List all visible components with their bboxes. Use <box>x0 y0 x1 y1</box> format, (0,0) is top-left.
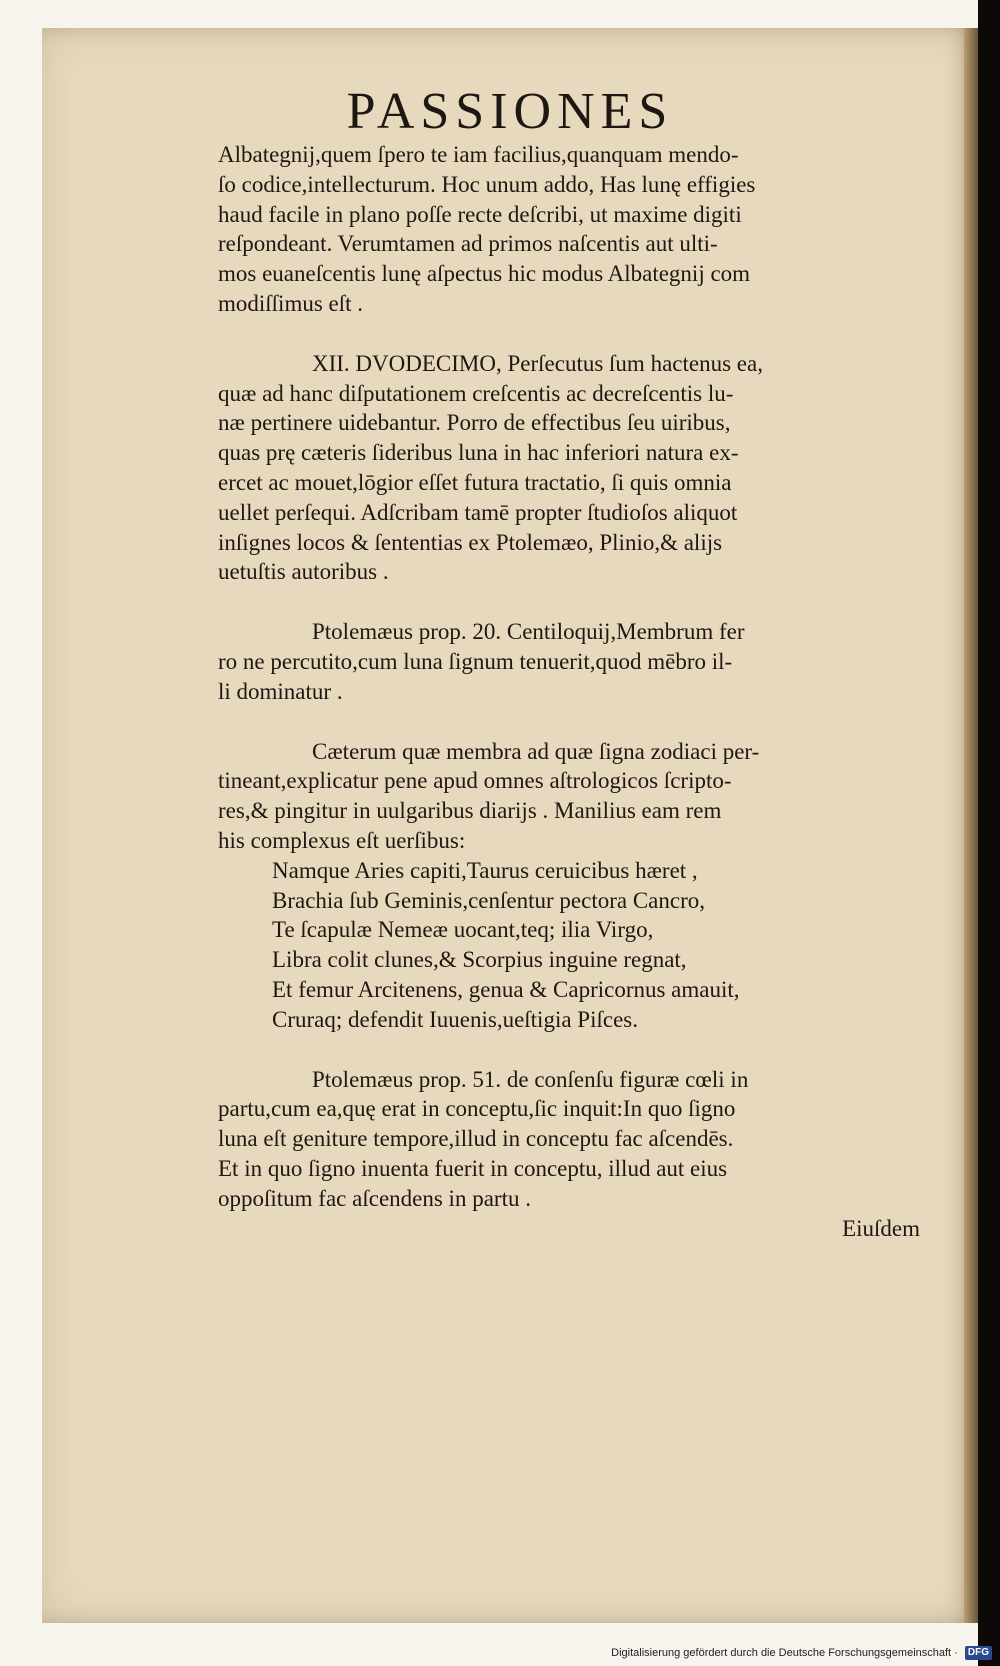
text-line: uellet perſequi. Adſcribam tamē propter ſtudioſos aliquot <box>218 499 738 525</box>
text-line: quas prę cæteris ſideribus luna in hac inferiori natura ex- <box>218 440 739 466</box>
text-line: Cruraq; defendit Iuuenis,ueſtigia Piſces. <box>272 1006 638 1032</box>
text-line: inſignes locos & ſententias ex Ptolemæo, Plinio,& alijs <box>218 529 723 555</box>
book-binding-edge <box>978 0 1000 1666</box>
text-line: Namque Aries capiti,Taurus ceruicibus hæret , <box>272 857 698 883</box>
text-line: XII. DVODECIMO, Perſecutus ſum hactenus ea, <box>312 350 763 376</box>
text-line: Ptolemæus prop. 51. de conſenſu figuræ cœli in <box>312 1066 749 1092</box>
text-line: luna eſt geniture tempore,illud in conceptu fac aſcendēs. <box>218 1126 734 1152</box>
dfg-logo: DFG <box>965 1646 992 1660</box>
digitization-credit <box>600 1644 992 1662</box>
body-text <box>218 140 926 1243</box>
page-edge-shadow <box>964 28 978 1623</box>
credit-text: Digitalisierung gefördert durch die Deutsche Forschungsgemeinschaft · <box>611 1647 958 1660</box>
text-line: næ pertinere uidebantur. Porro de effectibus ſeu uiribus, <box>218 410 731 436</box>
text-line: Libra colit clunes,& Scorpius inguine regnat, <box>272 947 687 973</box>
text-line: reſpondeant. Verumtamen ad primos naſcentis aut ulti- <box>218 231 718 257</box>
text-line: Brachia ſub Geminis,cenſentur pectora Cancro, <box>272 887 706 913</box>
text-line: Albategnij,quem ſpero te iam facilius,quanquam mendo- <box>218 142 739 167</box>
text-line: uetuſtis autoribus . <box>218 559 389 585</box>
text-line: res,& pingitur in uulgaribus diarijs . Manilius eam rem <box>218 798 722 824</box>
text-line: tineant,explicatur pene apud omnes aſtrologicos ſcripto- <box>218 768 732 794</box>
text-line: oppoſitum fac aſcendens in partu . <box>218 1185 531 1211</box>
text-line: partu,cum ea,quę erat in conceptu,ſic inquit:In quo ſigno <box>218 1096 736 1122</box>
text-line: ſo codice,intellecturum. Hoc unum addo, Has lunę effigies <box>218 171 756 197</box>
text-line: Et femur Arcitenens, genua & Capricornus amauit, <box>272 976 740 1002</box>
text-line: his complexus eſt uerſibus: <box>218 827 466 853</box>
text-line: haud facile in plano poſſe recte deſcribi, ut maxime digiti <box>218 201 742 227</box>
text-line: modiſſimus eſt . <box>218 290 364 316</box>
text-line: Eiuſdem <box>842 1215 920 1241</box>
paragraph-gap <box>218 319 926 349</box>
text-line: mos euaneſcentis lunę aſpectus hic modus Albategnij com <box>218 261 751 287</box>
text-line: ro ne percutito,cum luna ſignum tenuerit,quod mēbro il- <box>218 648 733 674</box>
text-line: quæ ad hanc diſputationem creſcentis ac decreſcentis lu- <box>218 380 734 406</box>
text-line: Et in quo ſigno inuenta fuerit in conceptu, illud aut eius <box>218 1155 728 1181</box>
paragraph-gap <box>218 707 926 737</box>
text-line: Te ſcapulæ Nemeæ uocant,teq; ilia Virgo, <box>272 917 654 943</box>
paragraph-gap <box>218 1035 926 1065</box>
text-line: Ptolemæus prop. 20. Centiloquij,Membrum fer <box>312 619 745 645</box>
text-line: li dominatur . <box>218 678 343 704</box>
page-title: PASSIONES <box>346 83 674 140</box>
text-line: Cæterum quæ membra ad quæ ſigna zodiaci per- <box>312 738 760 764</box>
paragraph-gap <box>218 587 926 617</box>
text-line: ercet ac mouet,lōgior eſſet futura tractatio, ſi quis omnia <box>218 469 732 495</box>
